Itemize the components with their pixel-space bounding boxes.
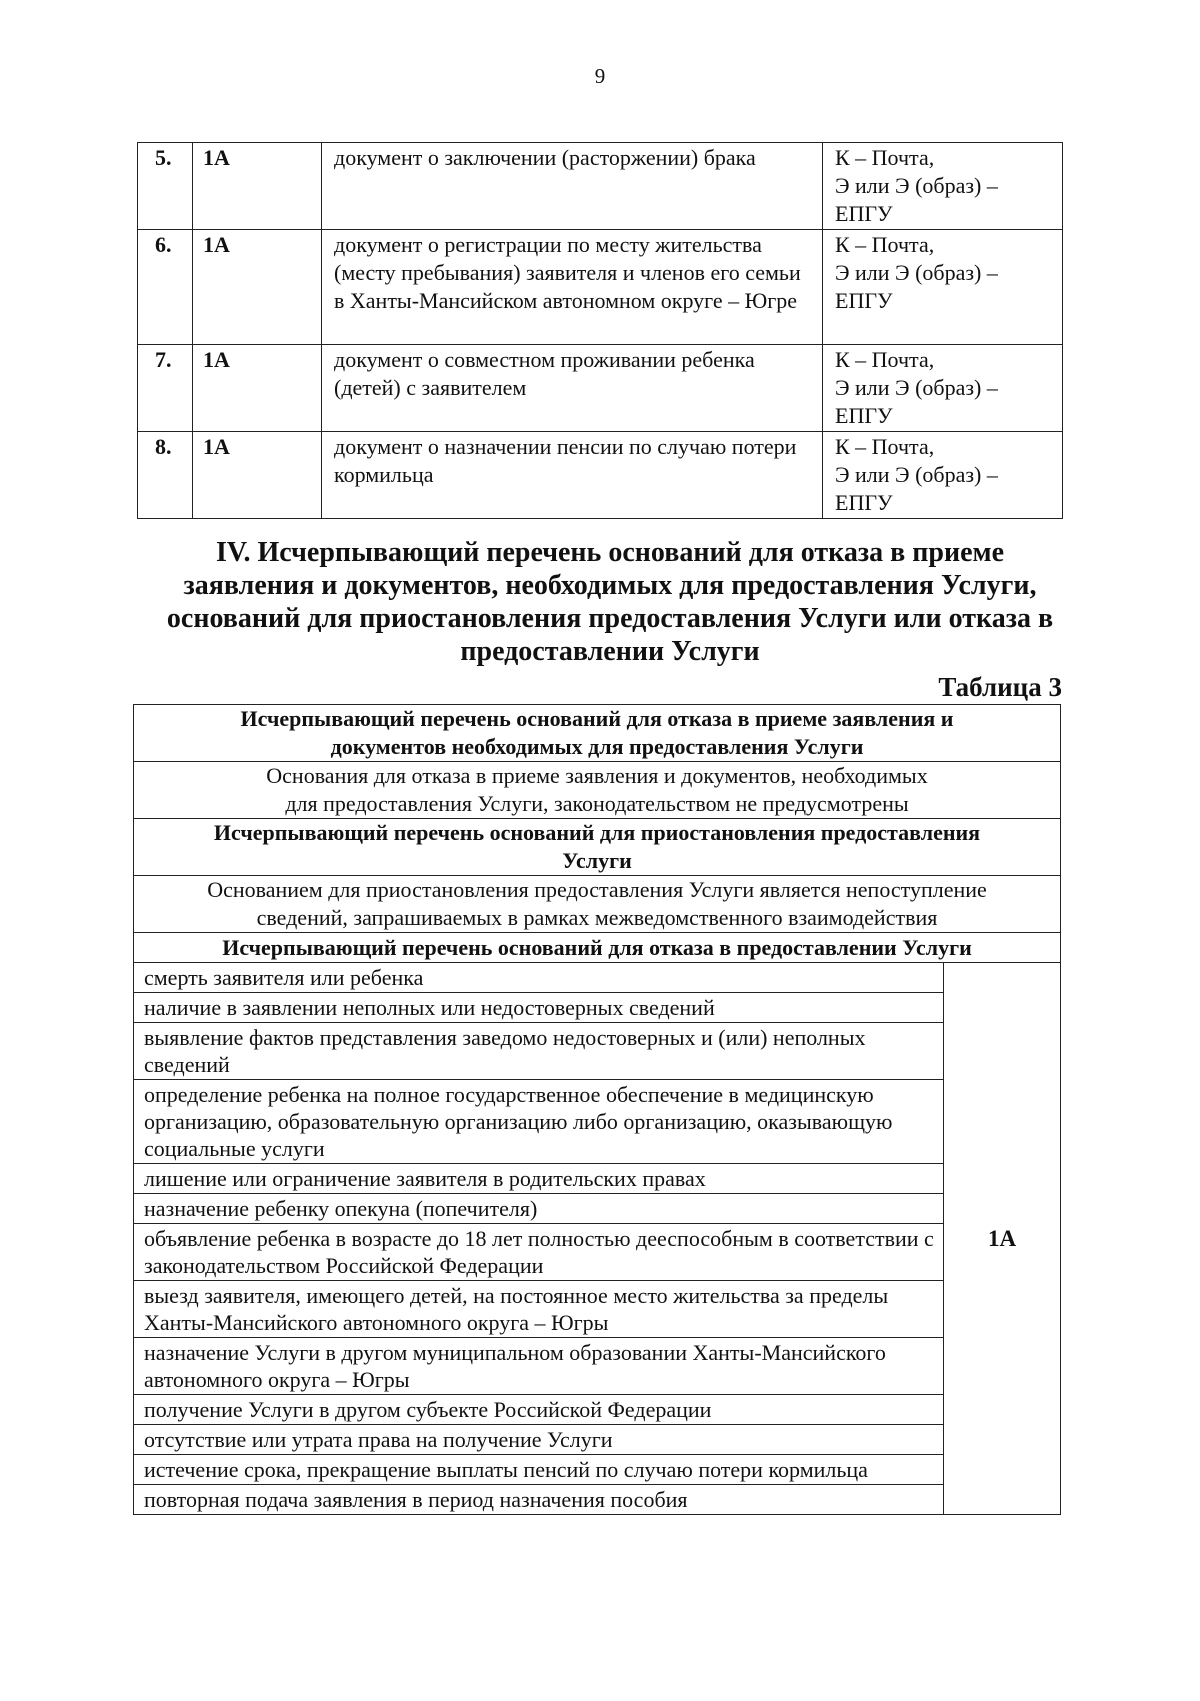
table-caption: Таблица 3	[938, 672, 1062, 702]
section-heading-line: IV. Исчерпывающий перечень оснований для отказа в приеме	[215, 537, 1005, 568]
submission-method-line: К – Почта,	[835, 232, 935, 257]
refusal-item: истечение срока, прекращение выплаты пенсий по случаю потери кормильца	[134, 1455, 944, 1485]
refusal-item: назначение ребенку опекуна (попечителя)	[134, 1194, 944, 1224]
document-name: документ о совместном проживании ребенка (детей) с заявителем	[322, 345, 823, 432]
table-row	[134, 1485, 1061, 1515]
table-row	[134, 1080, 1061, 1164]
heading-line: документов необходимых для предоставления Услуги	[330, 734, 864, 759]
table-row	[134, 1023, 1061, 1080]
table-row	[134, 1455, 1061, 1485]
submission-method	[823, 143, 1063, 230]
table-row	[134, 993, 1061, 1023]
submission-method-line: Э или Э (образ) –	[835, 260, 998, 285]
submission-method-line: Э или Э (образ) –	[835, 173, 998, 198]
document-code: 1А	[193, 432, 322, 519]
page-number: 9	[594, 64, 606, 88]
grounds-table	[133, 704, 1061, 1515]
refusal-item: выезд заявителя, имеющего детей, на постоянное место жительства за пределы Ханты-Мансийского автономного округа – Югры	[134, 1281, 944, 1338]
submission-method-line: ЕПГУ	[835, 490, 893, 515]
table-row	[138, 230, 1063, 345]
section-heading-line: предоставлении Услуги	[460, 636, 760, 667]
table-row	[134, 1224, 1061, 1281]
table-row	[134, 705, 1061, 762]
refusal-item: смерть заявителя или ребенка	[134, 963, 944, 993]
note-line: Основания для отказа в приеме заявления и документов, необходимых	[266, 763, 928, 788]
document-name: документ о регистрации по месту жительства (месту пребывания) заявителя и членов его семьи в Ханты-Мансийском автономном округе – Югре	[322, 230, 823, 345]
table-row	[134, 1338, 1061, 1395]
refusal-item: назначение Услуги в другом муниципальном образовании Ханты-Мансийского автономного округа – Югры	[134, 1338, 944, 1395]
row-number: 8.	[138, 432, 193, 519]
row-number: 7.	[138, 345, 193, 432]
refusal-code: 1А	[944, 963, 1061, 1515]
table-row	[134, 963, 1061, 993]
submission-method-line: Э или Э (образ) –	[835, 375, 998, 400]
refusal-item: лишение или ограничение заявителя в родительских правах	[134, 1164, 944, 1194]
note-line: для предоставления Услуги, законодательством не предусмотрены	[285, 791, 909, 816]
table-row	[134, 1395, 1061, 1425]
table-row	[134, 762, 1061, 819]
row-number: 5.	[138, 143, 193, 230]
refusal-reception-note	[134, 762, 1061, 819]
table-row	[138, 143, 1063, 230]
heading-line: Услуги	[562, 848, 632, 873]
document-name: документ о заключении (расторжении) брака	[322, 143, 823, 230]
submission-method-line: К – Почта,	[835, 434, 935, 459]
submission-method	[823, 230, 1063, 345]
table-row	[134, 1281, 1061, 1338]
suspension-heading	[134, 819, 1061, 876]
section-heading-line: заявления и документов, необходимых для предоставления Услуги,	[183, 570, 1037, 601]
row-number: 6.	[138, 230, 193, 345]
submission-method-line: К – Почта,	[835, 347, 935, 372]
refusal-item: выявление фактов представления заведомо недостоверных и (или) неполных сведений	[134, 1023, 944, 1080]
note-line: сведений, запрашиваемых в рамках межведомственного взаимодействия	[256, 905, 938, 930]
refusal-item: определение ребенка на полное государственное обеспечение в медицинскую организацию, образовательную организацию либо организацию, оказывающую социальные услуги	[134, 1080, 944, 1164]
heading-line: Исчерпывающий перечень оснований для отказа в приеме заявления и	[240, 706, 954, 731]
refusal-item: отсутствие или утрата права на получение Услуги	[134, 1425, 944, 1455]
section-heading	[130, 536, 1090, 668]
document-code: 1А	[193, 230, 322, 345]
table-row	[134, 933, 1061, 963]
submission-method-line: ЕПГУ	[835, 288, 893, 313]
table-row	[134, 1194, 1061, 1224]
document-name: документ о назначении пенсии по случаю потери кормильца	[322, 432, 823, 519]
suspension-note	[134, 876, 1061, 933]
submission-method-line: ЕПГУ	[835, 201, 893, 226]
submission-method-line: ЕПГУ	[835, 403, 893, 428]
table-row	[138, 432, 1063, 519]
submission-method	[823, 432, 1063, 519]
submission-method-line: К – Почта,	[835, 145, 935, 170]
refusal-item: повторная подача заявления в период назначения пособия	[134, 1485, 944, 1515]
table-row	[134, 1164, 1061, 1194]
submission-method-line: Э или Э (образ) –	[835, 462, 998, 487]
table-row	[134, 876, 1061, 933]
section-heading-line: оснований для приостановления предоставления Услуги или отказа в	[166, 603, 1054, 634]
documents-table	[137, 142, 1063, 519]
refusal-reception-heading	[134, 705, 1061, 762]
refusal-item: получение Услуги в другом субъекте Российской Федерации	[134, 1395, 944, 1425]
refusal-service-heading: Исчерпывающий перечень оснований для отказа в предоставлении Услуги	[134, 933, 1061, 963]
table-row	[134, 819, 1061, 876]
document-code: 1А	[193, 143, 322, 230]
heading-line: Исчерпывающий перечень оснований для приостановления предоставления	[213, 820, 981, 845]
refusal-item: объявление ребенка в возрасте до 18 лет полностью дееспособным в соответствии с законодательством Российской Федерации	[134, 1224, 944, 1281]
table-row	[138, 345, 1063, 432]
refusal-item: наличие в заявлении неполных или недостоверных сведений	[134, 993, 944, 1023]
table-row	[134, 1425, 1061, 1455]
submission-method	[823, 345, 1063, 432]
note-line: Основанием для приостановления предоставления Услуги является непоступление	[207, 877, 987, 902]
document-code: 1А	[193, 345, 322, 432]
